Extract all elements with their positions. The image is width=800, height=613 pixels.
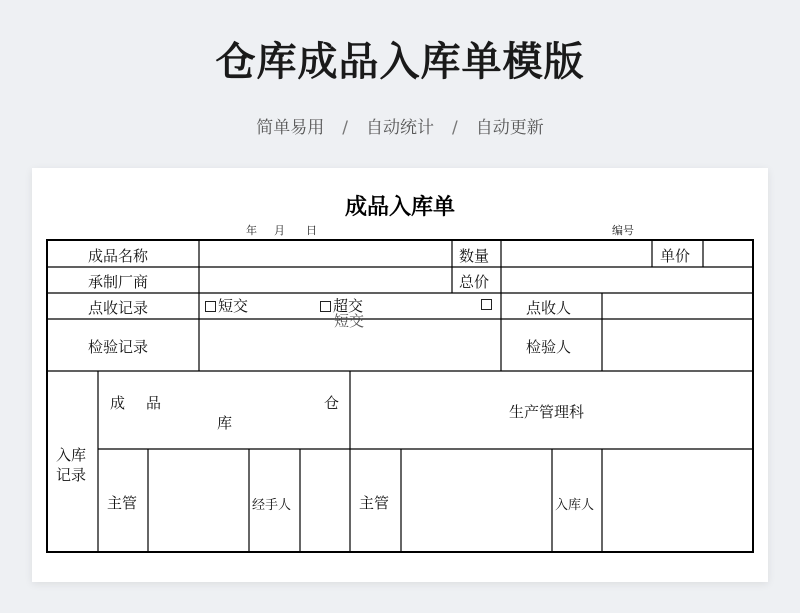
production-supervisor-label: 主管 — [359, 494, 390, 512]
form-title: 成品入库单 — [344, 194, 455, 220]
manufacturer-label: 承制厂商 — [88, 273, 149, 291]
tag-separator: / — [342, 118, 348, 138]
total-price-label: 总价 — [459, 273, 490, 291]
inspector-label: 检验人 — [526, 338, 572, 356]
warehousing-record-label-line2: 记录 — [56, 466, 87, 484]
form-card — [32, 168, 768, 582]
unit-price-label: 单价 — [660, 247, 691, 265]
over-delivery-overflow-text: 短交 — [334, 312, 365, 330]
quantity-label: 数量 — [459, 247, 490, 265]
warehouse-supervisor-label: 主管 — [107, 494, 138, 512]
tag-easy: 简单易用 — [256, 118, 325, 138]
stocker-label: 入库人 — [555, 498, 595, 513]
form-table-grid — [32, 168, 768, 582]
date-year-label: 年 — [246, 224, 257, 237]
over-delivery-option[interactable] — [320, 295, 440, 330]
warehousing-record-label-line1: 入库 — [56, 446, 87, 464]
warehouse-char-pin: 品 — [146, 394, 162, 412]
inspection-record-label: 检验记录 — [88, 338, 149, 356]
receipt-record-label: 点收记录 — [88, 299, 149, 317]
receiver-label: 点收人 — [526, 299, 572, 317]
tag-auto-stats: 自动统计 — [366, 118, 434, 138]
feature-tags — [0, 113, 800, 138]
warehouse-char-cheng: 成 — [110, 394, 126, 412]
warehouse-char-cang: 仓 — [324, 394, 340, 412]
other-checkbox[interactable] — [481, 299, 492, 310]
tag-separator: / — [452, 118, 458, 138]
short-delivery-option[interactable] — [205, 295, 248, 316]
short-delivery-checkbox[interactable] — [205, 301, 216, 312]
other-option[interactable] — [481, 295, 494, 313]
production-dept-label: 生产管理科 — [509, 403, 585, 421]
product-name-label: 成品名称 — [88, 247, 149, 265]
over-delivery-checkbox[interactable] — [320, 301, 331, 312]
serial-number-label: 编号 — [612, 224, 634, 237]
short-delivery-label: 短交 — [218, 297, 249, 315]
date-day-label: 日 — [306, 224, 317, 237]
page-title: 仓库成品入库单模版 — [215, 39, 585, 85]
over-delivery-label: 超交 — [333, 297, 364, 315]
warehouse-char-ku: 库 — [217, 414, 233, 432]
date-month-label: 月 — [274, 224, 285, 237]
handler-label: 经手人 — [252, 498, 292, 513]
tag-auto-update: 自动更新 — [475, 118, 544, 138]
